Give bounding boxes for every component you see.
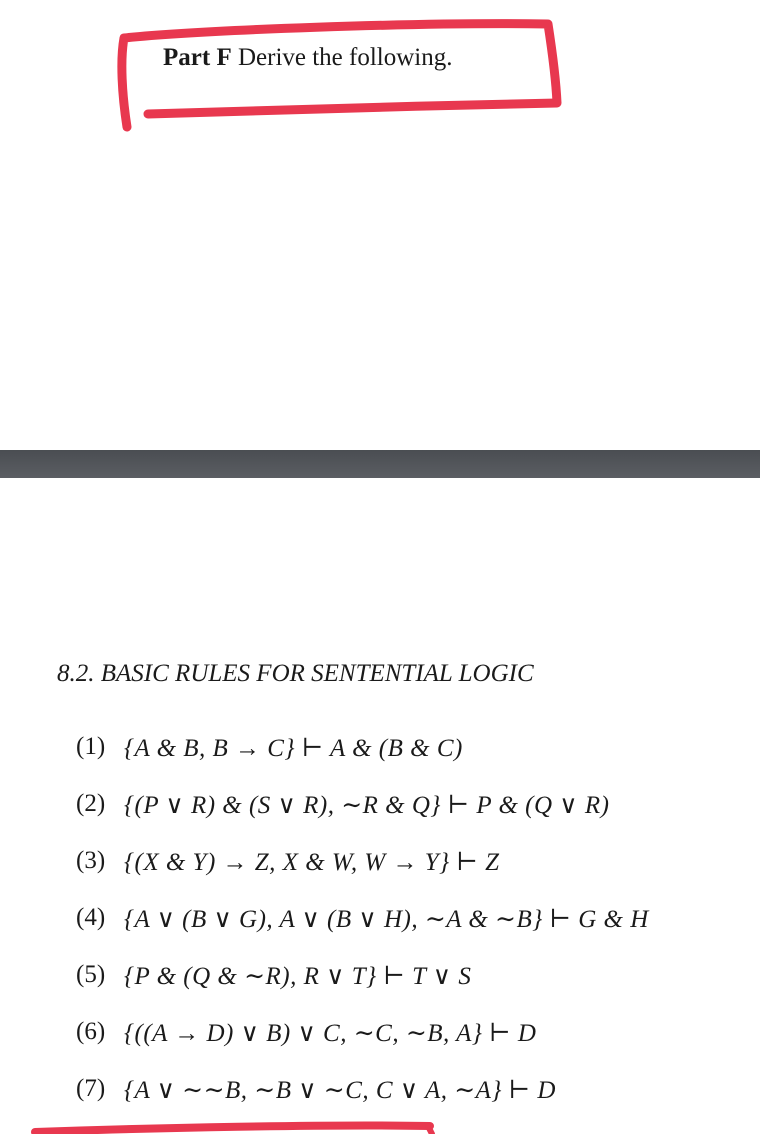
section-title: 8.2. BASIC RULES FOR SENTENTIAL LOGIC: [57, 660, 534, 687]
problem-item: [76, 733, 649, 790]
problem-formula: {A ∨ (B ∨ G), A ∨ (B ∨ H), ∼A & ∼B} ⊢ G & H: [124, 906, 649, 933]
problem-formula: {(X & Y) → Z, X & W, W → Y} ⊢ Z: [124, 849, 500, 876]
problem-number: (7): [76, 1075, 106, 1102]
problem-number: (1): [76, 733, 106, 760]
problem-number: (2): [76, 790, 106, 817]
part-heading: [163, 44, 453, 72]
problem-formula: {((A → D) ∨ B) ∨ C, ∼C, ∼B, A} ⊢ D: [124, 1020, 537, 1047]
problem-formula: {P & (Q & ∼R), R ∨ T} ⊢ T ∨ S: [124, 963, 472, 990]
problem-number: (3): [76, 847, 106, 874]
problem-item: [76, 961, 649, 1018]
problem-formula: {(P ∨ R) & (S ∨ R), ∼R & Q} ⊢ P & (Q ∨ R): [124, 792, 610, 819]
problem-formula: {A & B, B → C} ⊢ A & (B & C): [124, 735, 463, 762]
problem-formula: {A ∨ ∼∼B, ∼B ∨ ∼C, C ∨ A, ∼A} ⊢ D: [124, 1077, 556, 1104]
problem-item: [76, 1018, 649, 1075]
upper-page: [0, 0, 760, 450]
problem-number: (5): [76, 961, 106, 988]
problem-item: [76, 790, 649, 847]
problem-number: (6): [76, 1018, 106, 1045]
problem-list: [76, 733, 649, 1132]
part-instruction: Derive the following.: [237, 44, 453, 71]
red-highlight-box: [0, 0, 760, 150]
problem-item: [76, 904, 649, 961]
problem-item: [76, 847, 649, 904]
page-divider: [0, 450, 760, 478]
problem-number: (4): [76, 904, 106, 931]
part-label: Part F: [163, 44, 232, 71]
problem-item: [76, 1075, 649, 1132]
